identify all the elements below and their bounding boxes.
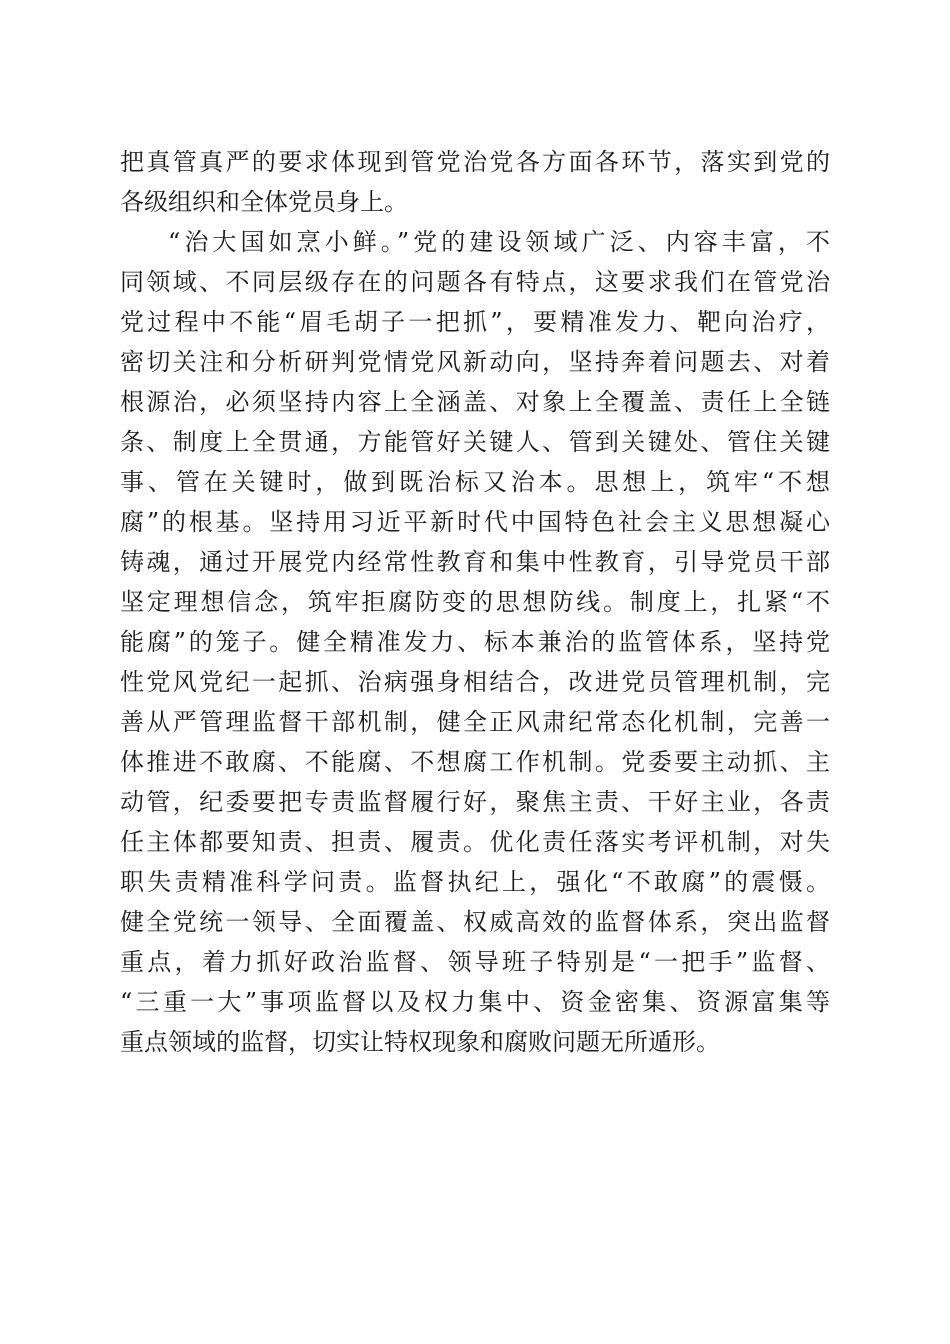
text-line: 事、管在关键时，做到既治标又治本。思想上，筑牢“不想 <box>120 468 830 496</box>
text-line: 善从严管理监督干部机制，健全正风肃纪常态化机制，完善一 <box>120 708 830 736</box>
text-line: 坚定理想信念，筑牢拒腐防变的思想防线。制度上，扎紧“不 <box>120 588 830 616</box>
text-line: “三重一大”事项监督以及权力集中、资金密集、资源富集等 <box>120 988 830 1016</box>
text-line: 各级组织和全体党员身上。 <box>120 188 408 216</box>
paragraph-2 <box>120 222 830 1062</box>
text-line: 条、制度上全贯通，方能管好关键人、管到关键处、管住关键 <box>120 428 830 456</box>
text-line: 密切关注和分析研判党情党风新动向，坚持奔着问题去、对着 <box>120 348 830 376</box>
text-line: 党过程中不能“眉毛胡子一把抓”，要精准发力、靶向治疗， <box>120 308 830 336</box>
text-line: 职失责精准科学问责。监督执纪上，强化“不敢腐”的震慑。 <box>120 868 830 896</box>
text-line: 同领域、不同层级存在的问题各有特点，这要求我们在管党治 <box>120 268 830 296</box>
body-text <box>120 142 830 1062</box>
paragraph-1 <box>120 142 830 222</box>
text-line: “治大国如烹小鲜。”党的建设领域广泛、内容丰富，不 <box>168 228 830 256</box>
text-line: 把真管真严的要求体现到管党治党各方面各环节，落实到党的 <box>120 148 830 176</box>
text-line: 任主体都要知责、担责、履责。优化责任落实考评机制，对失 <box>120 828 830 856</box>
text-line: 重点，着力抓好政治监督、领导班子特别是“一把手”监督、 <box>120 948 830 976</box>
text-line: 腐”的根基。坚持用习近平新时代中国特色社会主义思想凝心 <box>120 508 830 536</box>
text-line: 性党风党纪一起抓、治病强身相结合，改进党员管理机制，完 <box>120 668 830 696</box>
text-line: 体推进不敢腐、不能腐、不想腐工作机制。党委要主动抓、主 <box>120 748 830 776</box>
text-line: 能腐”的笼子。健全精准发力、标本兼治的监管体系，坚持党 <box>120 628 830 656</box>
text-line: 根源治，必须坚持内容上全涵盖、对象上全覆盖、责任上全链 <box>120 388 830 416</box>
text-line: 重点领域的监督，切实让特权现象和腐败问题无所遁形。 <box>120 1028 720 1056</box>
text-line: 铸魂，通过开展党内经常性教育和集中性教育，引导党员干部 <box>120 548 830 576</box>
text-line: 动管，纪委要把专责监督履行好，聚焦主责、干好主业，各责 <box>120 788 830 816</box>
text-line: 健全党统一领导、全面覆盖、权威高效的监督体系，突出监督 <box>120 908 830 936</box>
